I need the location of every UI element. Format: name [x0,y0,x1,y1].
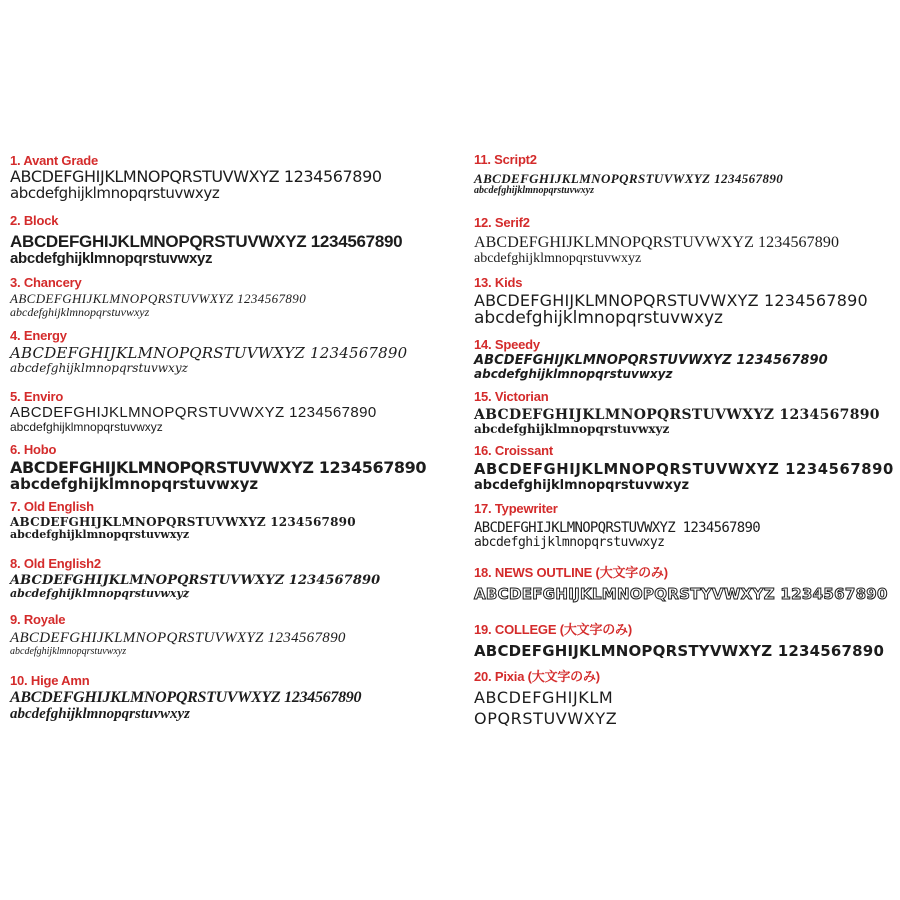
lowercase-sample: abcdefghijklmnopqrstuvwxyz [474,308,723,328]
font-title: 1. Avant Grade [10,153,98,168]
font-title: 9. Royale [10,612,66,627]
uppercase-sample: ABCDEFGHIJKLMNOPQRSTUVWXYZ 1234567890 [10,167,382,186]
font-entry-old-english2 [10,556,380,599]
font-entry-hobo [10,442,426,492]
font-entry-enviro [10,389,377,433]
uppercase-sample: ABCDEFGHIJKLMNOPQRSTUVWXYZ 1234567890 [10,630,346,646]
font-entry-speedy [474,337,828,380]
font-entry-news-outline [474,565,888,602]
uppercase-sample: ABCDEFGHIJKLMNOPQRSTUVWXYZ 1234567890 [10,515,356,529]
uppercase-sample: ABCDEFGHIJKLMNOPQRSTUVWXYZ 1234567890 [10,232,403,251]
font-title: 3. Chancery [10,275,82,290]
font-entry-typewriter [474,501,760,549]
uppercase-sample: ABCDEFGHIJKLMNOPQRSTUVWXYZ 1234567890 [10,458,427,477]
uppercase-sample: ABCDEFGHIJKLMNOPQRSTUVWXYZ 1234567890 [474,171,784,186]
lowercase-sample: abcdefghijklmnopqrstuvwxyz [10,475,259,493]
font-entry-block [10,213,402,266]
font-entry-victorian [474,389,880,435]
font-title: 4. Energy [10,328,67,343]
font-entry-avant-grade [10,153,382,201]
uppercase-sample: ABCDEFGHIJKLMNOPQRSTUVWXYZ 1234567890 [10,344,408,362]
lowercase-sample: abcdefghijklmnopqrstuvwxyz [10,420,163,434]
uppercase-sample: ABCDEFGHIJKLMNOPQRSTUVWXYZ 1234567890 [10,689,362,706]
font-entry-croissant [474,443,894,492]
font-title: 16. Croissant [474,443,554,458]
font-title: 15. Victorian [474,389,549,404]
uppercase-sample: ABCDEFGHIJKLMNOPQRSTUVWXYZ 1234567890 [10,404,377,421]
uppercase-sample: ABCDEFGHIJKLMNOPQRSTYVWXYZ 1234567890 [474,642,885,660]
uppercase-sample: ABCDEFGHIJKLMNOPQRSTYVWXYZ 1234567890 [474,585,888,603]
font-title: 20. Pixia (大文字のみ) [474,669,600,684]
font-title: 18. NEWS OUTLINE (大文字のみ) [474,565,668,580]
lowercase-sample: abcdefghijklmnopqrstuvwxyz [10,587,190,600]
uppercase-sample: ABCDEFGHIJKLM [474,688,614,707]
uppercase-sample: ABCDEFGHIJKLMNOPQRSTUVWXYZ 1234567890 [474,520,760,536]
font-title: 13. Kids [474,275,523,290]
lowercase-sample: abcdefghijklmnopqrstuvwxyz [10,305,150,319]
font-title: 19. COLLEGE (大文字のみ) [474,622,632,637]
font-entry-royale [10,612,346,657]
lowercase-sample: abcdefghijklmnopqrstuvwxyz [474,185,595,196]
font-title: 8. Old English2 [10,556,101,571]
font-entry-script2 [474,152,783,196]
font-entry-kids [474,275,868,327]
lowercase-sample: abcdefghijklmnopqrstuvwxyz [474,422,670,436]
lowercase-sample: abcdefghijklmnopqrstuvwxyz [474,477,690,493]
font-entry-hige-amn [10,673,361,722]
font-entry-pixia [474,669,617,729]
lowercase-sample: abcdefghijklmnopqrstuvwxyz [10,528,190,541]
font-entry-chancery [10,275,306,318]
font-title: 5. Enviro [10,389,64,404]
uppercase-sample: ABCDEFGHIJKLMNOPQRSTUVWXYZ 1234567890 [474,234,840,251]
font-title: 11. Script2 [474,152,537,167]
font-entry-old-english [10,499,356,540]
lowercase-sample: abcdefghijklmnopqrstuvwxyz [474,251,642,266]
uppercase-sample: ABCDEFGHIJKLMNOPQRSTUVWXYZ 1234567890 [474,291,868,310]
uppercase-sample: ABCDEFGHIJKLMNOPQRSTUVWXYZ 1234567890 [474,353,828,368]
lowercase-sample: abcdefghijklmnopqrstuvwxyz [10,184,220,202]
uppercase-sample-line2: OPQRSTUVWXYZ [474,709,618,728]
font-entry-serif2 [474,215,839,266]
lowercase-sample: abcdefghijklmnopqrstuvwxyz [10,361,188,375]
uppercase-sample: ABCDEFGHIJKLMNOPQRSTUVWXYZ 1234567890 [474,407,880,423]
lowercase-sample: abcdefghijklmnopqrstuvwxyz [10,646,127,657]
font-title: 2. Block [10,213,59,228]
lowercase-sample: abcdefghijklmnopqrstuvwxyz [10,706,191,722]
uppercase-sample: ABCDEFGHIJKLMNOPQRSTUVWXYZ 1234567890 [474,461,894,478]
font-title: 14. Speedy [474,337,540,352]
font-title: 17. Typewriter [474,501,558,516]
font-entry-energy [10,328,407,374]
font-title: 7. Old English [10,499,94,514]
uppercase-sample: ABCDEFGHIJKLMNOPQRSTUVWXYZ 1234567890 [10,573,381,588]
lowercase-sample: abcdefghijklmnopqrstuvwxyz [474,535,665,550]
font-title: 12. Serif2 [474,215,530,230]
uppercase-sample: ABCDEFGHIJKLMNOPQRSTUVWXYZ 1234567890 [10,291,307,306]
font-entry-college [474,622,884,659]
font-title: 6. Hobo [10,442,57,457]
lowercase-sample: abcdefghijklmnopqrstuvwxyz [10,250,213,267]
lowercase-sample: abcdefghijklmnopqrstuvwxyz [474,367,673,381]
font-title: 10. Hige Amn [10,673,90,688]
